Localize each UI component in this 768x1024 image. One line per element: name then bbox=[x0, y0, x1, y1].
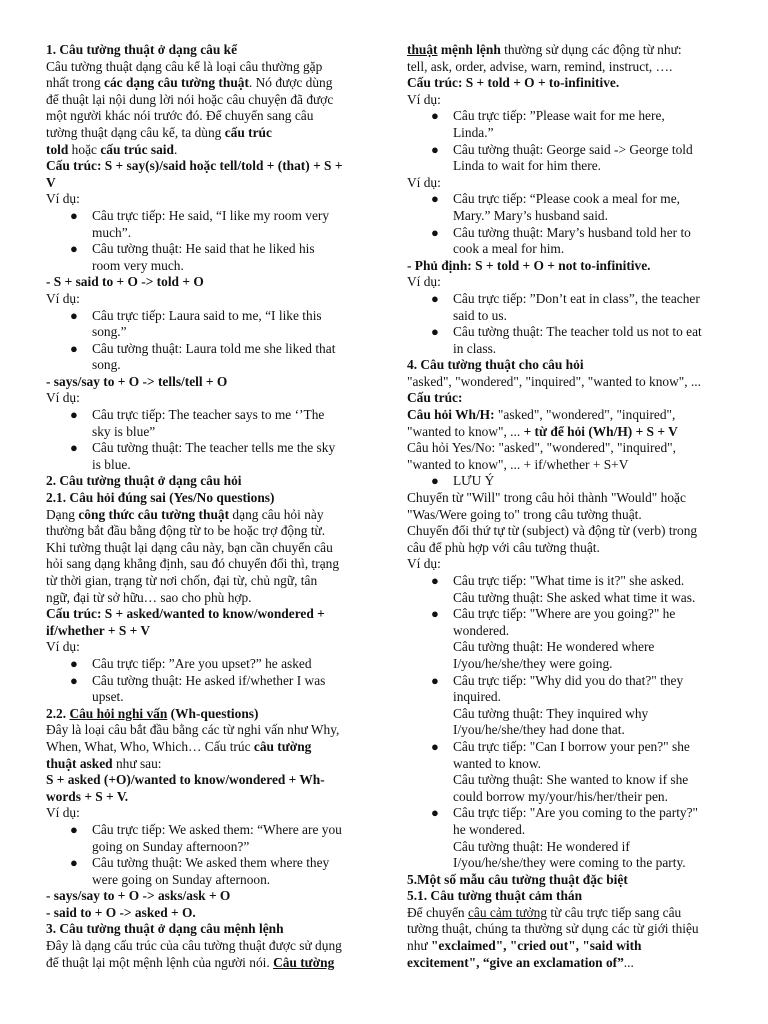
section-3-heading: 3. Câu tường thuật ở dạng câu mệnh lệnh bbox=[46, 921, 284, 937]
bullet-icon: ● bbox=[70, 207, 78, 223]
list-item: ● Câu trực tiếp: "What time is it?" she asked. Câu tường thuật: She asked what time it was. bbox=[431, 573, 696, 605]
bullet-icon: ● bbox=[431, 324, 439, 340]
bullet-icon: ● bbox=[431, 672, 439, 688]
bullet-icon: ● bbox=[70, 407, 78, 423]
bullet-icon: ● bbox=[70, 655, 78, 671]
section-5-heading: 5.Một số mẫu câu tường thuật đặc biệt bbox=[407, 871, 628, 887]
section-2-2-heading: 2.2. Câu hỏi nghi vấn (Wh-questions) bbox=[46, 705, 259, 721]
paragraph-line: Chuyển từ "Will" trong câu hỏi thành "Would" hoặc bbox=[407, 490, 686, 506]
paragraph-line: thường bắt đầu bằng động từ to be hoặc trợ động từ. bbox=[46, 523, 326, 539]
list-item: ● Câu trực tiếp: “Please cook a meal for me, Mary.” Mary’s husband said. bbox=[431, 191, 681, 223]
structure-formula: S + asked (+O)/wanted to know/wondered + Wh- bbox=[46, 772, 325, 788]
paragraph-line: Để chuyển câu cảm tưởng từ câu trực tiếp sang câu bbox=[407, 904, 682, 920]
paragraph-line: tell, ask, order, advise, warn, remind, instruct, …. bbox=[407, 58, 673, 74]
list-item: ● Câu trực tiếp: "Can I borrow your pen?" she wanted to know. Câu tường thuật: She wanted to know if she could borrow my/your/his/her/their pen. bbox=[431, 738, 690, 804]
left-column bbox=[46, 42, 364, 971]
list-item: ● LƯU Ý bbox=[431, 473, 495, 489]
paragraph-line: When, What, Who, Which… Cấu trúc câu tường bbox=[46, 738, 312, 754]
list-item: ● Câu tường thuật: George said -> George told Linda to wait for him there. bbox=[431, 141, 693, 174]
paragraph-line: nhất trong các dạng câu tường thuật. Nó được dùng bbox=[46, 75, 333, 91]
list-item: ● Câu trực tiếp: ”Are you upset?” he asked bbox=[70, 655, 312, 671]
bullet-icon: ● bbox=[431, 738, 439, 754]
conversion-rule: - S + said to + O -> told + O bbox=[46, 274, 204, 290]
structure-formula: if/whether + S + V bbox=[46, 622, 151, 638]
bullet-icon: ● bbox=[70, 855, 78, 871]
paragraph-line: Câu hỏi Yes/No: "asked", "wondered", "inquired", bbox=[407, 440, 676, 456]
paragraph-line: tường thuật, chúng ta thường sử dụng các từ giới thiệu bbox=[407, 921, 699, 937]
paragraph-line: Dạng công thức câu tường thuật dạng câu hỏi này bbox=[46, 506, 324, 522]
conversion-rule: - says/say to + O -> asks/ask + O bbox=[46, 888, 231, 904]
right-column bbox=[407, 42, 725, 971]
section-4-heading: 4. Câu tường thuật cho câu hỏi bbox=[407, 357, 584, 373]
list-item: ● Câu trực tiếp: "Why did you do that?" they inquired. Câu tường thuật: They inquired why I/you/he/she/they had done that. bbox=[431, 672, 684, 738]
list-item: ● Câu trực tiếp: ”Don’t eat in class”, the teacher said to us. bbox=[431, 290, 700, 323]
paragraph-line: excitement", “give an exclamation of”... bbox=[407, 954, 634, 970]
example-list bbox=[46, 822, 364, 888]
paragraph-line: như "exclaimed", "cried out", "said with bbox=[407, 938, 642, 954]
example-label: Ví dụ: bbox=[407, 556, 441, 572]
example-label: Ví dụ: bbox=[46, 390, 80, 406]
list-item: ● Câu tường thuật: The teacher told us not to eat in class. bbox=[431, 324, 702, 356]
section-5-1-heading: 5.1. Câu tường thuật cảm thán bbox=[407, 888, 583, 904]
example-label: Ví dụ: bbox=[46, 191, 80, 207]
paragraph-line: Đây là dạng cấu trúc của câu tường thuật được sử dụng bbox=[46, 938, 342, 954]
paragraph-line: câu để phù hợp với câu tường thuật. bbox=[407, 539, 600, 555]
list-item: ● Câu trực tiếp: Laura said to me, “I like this song.” bbox=[70, 307, 322, 340]
bullet-icon: ● bbox=[431, 108, 439, 124]
bullet-icon: ● bbox=[70, 340, 78, 356]
example-list bbox=[46, 208, 364, 274]
structure-label: Cấu trúc: bbox=[407, 390, 463, 406]
example-list bbox=[46, 656, 364, 706]
list-item: ● Câu trực tiếp: "Where are you going?" he wondered. Câu tường thuật: He wondered where I/you/he/she/they were going. bbox=[431, 606, 676, 671]
bullet-icon: ● bbox=[70, 821, 78, 837]
example-list bbox=[407, 108, 725, 174]
example-list bbox=[407, 291, 725, 357]
conversion-rule: - says/say to + O -> tells/tell + O bbox=[46, 373, 228, 389]
example-label: Ví dụ: bbox=[407, 91, 441, 107]
paragraph-line: tường thuật dạng câu kể, ta dùng cấu trúc bbox=[46, 124, 272, 140]
list-item: ● Câu trực tiếp: We asked them: “Where are you going on Sunday afternoon?” bbox=[70, 821, 342, 854]
list-item: ● Câu trực tiếp: "Are you coming to the party?" he wondered. Câu tường thuật: He wondered if I/you/he/she/they were coming to the party. bbox=[431, 805, 699, 871]
paragraph-line: ngữ, đại từ sở hữu… sao cho phù hợp. bbox=[46, 589, 252, 605]
bullet-icon: ● bbox=[70, 440, 78, 456]
paragraph-line: Câu hỏi Wh/H: "asked", "wondered", "inquired", bbox=[407, 407, 676, 423]
list-item: ● Câu tường thuật: Laura told me she liked that song. bbox=[70, 340, 336, 373]
structure-formula: - Phủ định: S + told + O + not to-infinitive. bbox=[407, 257, 651, 273]
paragraph-line: Đây là loại câu bắt đầu bằng các từ nghi vấn như Why, bbox=[46, 722, 340, 738]
section-2-heading: 2. Câu tường thuật ở dạng câu hỏi bbox=[46, 473, 242, 489]
bullet-icon: ● bbox=[431, 290, 439, 306]
structure-formula: V bbox=[46, 174, 56, 190]
bullet-icon: ● bbox=[431, 191, 439, 207]
note-list bbox=[407, 473, 725, 490]
structure-formula: Cấu trúc: S + asked/wanted to know/wondered + bbox=[46, 606, 325, 622]
paragraph-line: "asked", "wondered", "inquired", "wanted to know", ... bbox=[407, 373, 701, 389]
example-list bbox=[46, 308, 364, 374]
bullet-icon: ● bbox=[431, 573, 439, 588]
paragraph-line: từ thời gian, trạng từ nơi chốn, đại từ, chủ ngữ, tân bbox=[46, 573, 318, 588]
list-item: ● Câu trực tiếp: The teacher says to me ‘’The sky is blue” bbox=[70, 407, 325, 439]
section-2-1-heading: 2.1. Câu hỏi đúng sai (Yes/No questions) bbox=[46, 490, 275, 506]
paragraph-line: Chuyển đổi thứ tự từ (subject) và động từ (verb) trong bbox=[407, 523, 698, 539]
section-1-heading: 1. Câu tường thuật ở dạng câu kể bbox=[46, 42, 238, 57]
example-list bbox=[407, 573, 725, 872]
example-label: Ví dụ: bbox=[407, 274, 441, 290]
bullet-icon: ● bbox=[431, 606, 439, 622]
structure-formula: Cấu trúc: S + say(s)/said hoặc tell/told + (that) + S + bbox=[46, 158, 343, 174]
bullet-icon: ● bbox=[431, 224, 439, 240]
list-item: ● Câu tường thuật: We asked them where they were going on Sunday afternoon. bbox=[70, 855, 330, 887]
example-list bbox=[46, 407, 364, 473]
bullet-icon: ● bbox=[431, 473, 439, 489]
list-item: ● Câu trực tiếp: He said, “I like my room very much”. bbox=[70, 207, 330, 240]
list-item: ● Câu tường thuật: Mary’s husband told her to cook a meal for him. bbox=[431, 224, 691, 257]
paragraph-line: "Was/Were going to" trong câu tường thuật. bbox=[407, 506, 642, 522]
paragraph-line: để thuật lại nội dung lời nói hoặc câu chuyện đã được bbox=[46, 91, 334, 107]
list-item: ● Câu tường thuật: He said that he liked his room very much. bbox=[70, 241, 315, 273]
example-label: Ví dụ: bbox=[46, 805, 80, 821]
list-item: ● Câu tường thuật: He asked if/whether I was upset. bbox=[70, 672, 326, 705]
paragraph-line: một người khác nói trước đó. Để chuyển sang câu bbox=[46, 108, 314, 124]
bullet-icon: ● bbox=[70, 241, 78, 257]
bullet-icon: ● bbox=[431, 805, 439, 821]
paragraph-line: Khi tường thuật lại dạng câu này, bạn cần chuyển câu bbox=[46, 539, 333, 555]
bullet-icon: ● bbox=[431, 141, 439, 157]
conversion-rule: - said to + O -> asked + O. bbox=[46, 904, 196, 920]
list-item: ● Câu tường thuật: The teacher tells me the sky is blue. bbox=[70, 440, 336, 472]
bullet-icon: ● bbox=[70, 307, 78, 323]
paragraph-line: told hoặc cấu trúc said. bbox=[46, 141, 178, 157]
paragraph-line: hỏi sang dạng khẳng định, sau đó chuyển đổi thì, trạng bbox=[46, 556, 340, 572]
example-label: Ví dụ: bbox=[46, 290, 80, 306]
bullet-icon: ● bbox=[70, 672, 78, 688]
paragraph-line: thuật asked như sau: bbox=[46, 755, 162, 771]
paragraph-line: "wanted to know", ... + if/whether + S+V bbox=[407, 456, 629, 472]
example-list bbox=[407, 191, 725, 257]
example-label: Ví dụ: bbox=[46, 639, 80, 655]
structure-formula: Cấu trúc: S + told + O + to-infinitive. bbox=[407, 75, 620, 91]
paragraph-line: thuật mệnh lệnh thường sử dụng các động từ như: bbox=[407, 42, 682, 57]
paragraph-line: "wanted to know", ... + từ để hỏi (Wh/H) + S + V bbox=[407, 423, 678, 439]
paragraph-line: Câu tường thuật dạng câu kể là loại câu thường gặp bbox=[46, 58, 323, 74]
example-label: Ví dụ: bbox=[407, 174, 441, 190]
structure-formula: words + S + V. bbox=[46, 788, 129, 804]
list-item: ● Câu trực tiếp: ”Please wait for me here, Linda.” bbox=[431, 108, 665, 140]
paragraph-line: để thuật lại một mệnh lệnh của người nói. Câu tường bbox=[46, 954, 335, 970]
